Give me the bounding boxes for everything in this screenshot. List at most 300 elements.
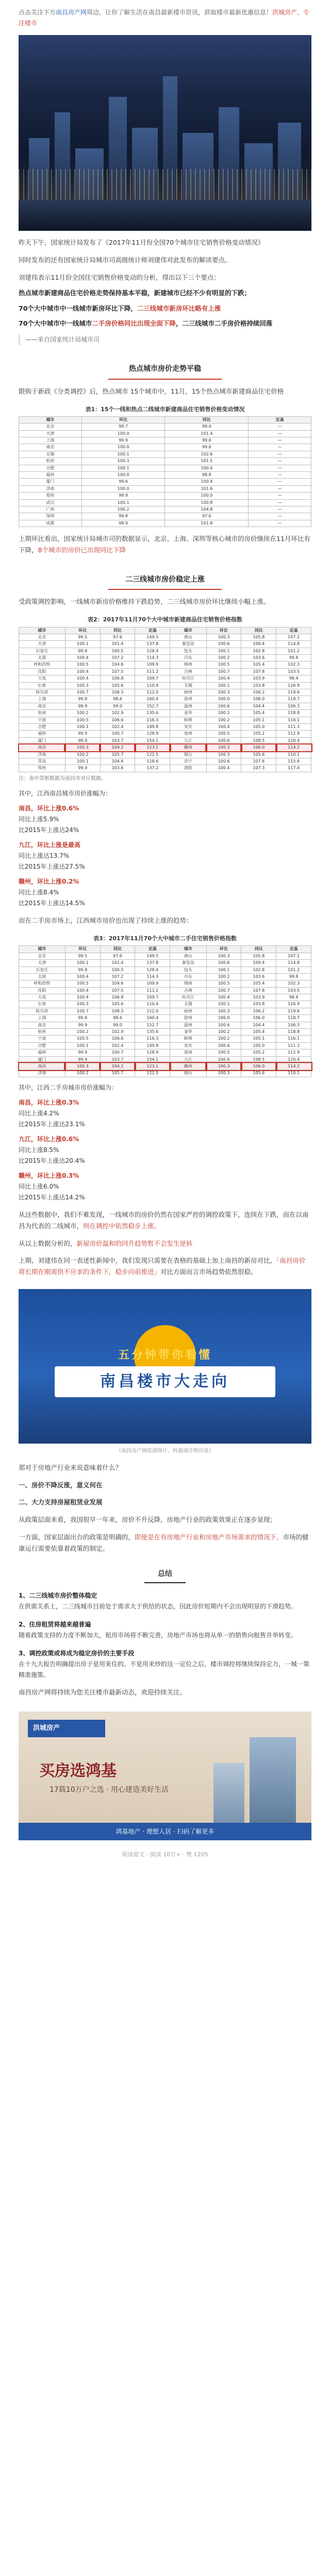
table-cell: 南京 <box>19 703 65 709</box>
table-cell: 100.4 <box>65 675 100 682</box>
table-cell: 宁波 <box>19 717 65 723</box>
table-cell: 105.4 <box>241 980 276 987</box>
table-cell: 111.3 <box>276 723 311 730</box>
table-cell: 济南 <box>19 751 65 758</box>
table-row <box>19 675 311 682</box>
table-cell: 100.7 <box>65 1008 100 1014</box>
table-row <box>19 485 311 492</box>
table-cell: 100.2 <box>206 1036 241 1042</box>
table-cell: 厦门 <box>19 479 82 485</box>
table-row <box>19 967 311 973</box>
paragraph-highlight: 即使是在有房地产行业和房地产市场需求的情况下， <box>135 1533 283 1541</box>
list-items <box>19 1097 311 1203</box>
table-cell: 99.9 <box>81 520 165 527</box>
table-cell: 110.4 <box>135 1001 170 1008</box>
table-cell: 116.1 <box>276 717 311 723</box>
table-cell: 109.9 <box>135 662 170 668</box>
table-cell: 122.5 <box>135 1070 170 1077</box>
subheading: 二、大力支持房屋租赁业发展 <box>19 1498 103 1506</box>
source-quote: ——来自国家统计局城市司 <box>19 334 311 345</box>
table-cell: 石家庄 <box>19 967 65 973</box>
table-cell: 天津 <box>19 960 65 967</box>
table-cell: 106.3 <box>276 1022 311 1028</box>
table-row <box>19 953 311 959</box>
table-cell: 106.8 <box>100 994 135 1001</box>
table-cell: 安庆 <box>170 1042 206 1049</box>
table-cell: 101.8 <box>165 520 249 527</box>
list-item-heading: 赣州，环比上涨0.3% <box>19 1172 79 1179</box>
table-cell: 137.8 <box>135 641 170 648</box>
table-cell: 北京 <box>19 423 82 430</box>
table-cell: 北京 <box>19 634 65 640</box>
table-cell: 秦皇岛 <box>170 641 206 648</box>
table-cell: 大连 <box>19 675 65 682</box>
table-cell: 114.3 <box>135 973 170 980</box>
table-cell: 100.1 <box>206 648 241 654</box>
table-cell: 100.2 <box>206 710 241 717</box>
table-cell: 118.8 <box>276 710 311 717</box>
promo-banner-image <box>19 1289 311 1444</box>
table-cell: 135.6 <box>135 710 170 717</box>
table-cell: 丹东 <box>170 973 206 980</box>
list-item: 比2015年上涨达27.5% <box>19 863 85 871</box>
table-cell: 99.9 <box>65 765 100 772</box>
table-cell: 105.1 <box>241 717 276 723</box>
table-row <box>19 668 311 675</box>
table-cell: 济南 <box>19 1070 65 1077</box>
column-header: 城市 <box>170 946 206 953</box>
table-row <box>19 506 311 513</box>
table-cell: 105.7 <box>100 751 135 758</box>
section-title-hot-cities: 热点城市房价走势平稳 <box>108 360 222 380</box>
table-cell: 100.0 <box>206 1015 241 1022</box>
column-header: 环比 <box>206 946 241 953</box>
table-cell: 104.6 <box>100 662 135 668</box>
table-cell: — <box>249 430 311 437</box>
table-cell: 99.8 <box>65 967 100 973</box>
table-row <box>19 1015 311 1022</box>
table-cell: 128.4 <box>135 967 170 973</box>
table-cell: 广州 <box>19 506 82 513</box>
paragraph-text: 一方面，国家层面出台的政策是明确的， <box>19 1533 135 1541</box>
table-row <box>19 662 311 668</box>
table-cell: 北京 <box>19 953 65 959</box>
table-body <box>19 423 311 527</box>
table-row <box>19 1029 311 1036</box>
table-cell: 101.2 <box>276 648 311 654</box>
table-row <box>19 987 311 994</box>
paragraph <box>19 533 311 556</box>
table-cell: 100.1 <box>65 1042 100 1049</box>
table-cell: 108.5 <box>241 737 276 744</box>
table-cell: 洛阳 <box>170 765 206 772</box>
intro-lead: 点击关注下方 <box>19 9 56 16</box>
table-header-row <box>19 627 311 634</box>
table-header-row <box>19 416 311 423</box>
table-cell: 104.8 <box>165 506 249 513</box>
table-cell: 哈尔滨 <box>19 689 65 696</box>
table-cell: 99.0 <box>100 703 135 709</box>
table-cell: 111.3 <box>276 1042 311 1049</box>
table-cell: 宁波 <box>19 1036 65 1042</box>
table-cell: 100.4 <box>206 723 241 730</box>
paragraph <box>19 1255 311 1278</box>
table-cell: 扬州 <box>170 1008 206 1014</box>
table-cell: 100.6 <box>206 703 241 709</box>
table-cell: 秦皇岛 <box>170 960 206 967</box>
table-cell: 无锡 <box>170 682 206 689</box>
table-cell: 唐山 <box>170 634 206 640</box>
table-cell: — <box>249 513 311 520</box>
table-cell: 104.6 <box>100 980 135 987</box>
table-cell: 100.1 <box>81 465 165 471</box>
table-cell: 102.3 <box>276 980 311 987</box>
table-cell: 100.1 <box>81 499 165 506</box>
table-cell: 100.3 <box>65 682 100 689</box>
table-row <box>19 1008 311 1014</box>
table-row <box>19 960 311 967</box>
table-cell: 徐州 <box>170 696 206 703</box>
table-row <box>19 1063 311 1070</box>
list-title: 其中，江西南昌城市房价涨幅为： <box>19 790 112 798</box>
list-item: 同比上涨6.0% <box>19 1182 59 1190</box>
table-cell: 太原 <box>19 973 65 980</box>
column-header: 定基 <box>135 946 170 953</box>
table-cell: 呼和浩特 <box>19 980 65 987</box>
table-cell: 100.1 <box>206 967 241 973</box>
summary-item-title: 1、二三线城市房价整体稳定 <box>19 1592 97 1600</box>
list-item-heading: 赣州，环比上涨0.2% <box>19 878 79 886</box>
table-cell: 120.4 <box>276 1056 311 1063</box>
table-cell: — <box>249 451 311 457</box>
table-cell: 无锡 <box>19 451 82 457</box>
table-cell: 100.2 <box>81 506 165 513</box>
paragraph: 限购于新政《分类调控》后，热点城市 15个城市中，11月，15个热点城市新建商品住宅价格 <box>19 387 284 395</box>
table-cell: 114.8 <box>276 960 311 967</box>
article-footer[interactable]: 阅读原文 · 阅读 10万+ · 赞 1205 <box>122 1851 208 1858</box>
table-cell: 太原 <box>19 655 65 662</box>
table-cell: 106.2 <box>241 1008 276 1014</box>
table-row <box>19 758 311 765</box>
paragraph: 那对于房地产行业来说意味着什么？ <box>19 1463 122 1471</box>
table-cell: 108.3 <box>100 689 135 696</box>
table-cell: 徐州 <box>170 1015 206 1022</box>
table-cell: 100.4 <box>206 765 241 772</box>
paragraph-highlight: 则在调控中依然稳步上涨。 <box>83 1222 161 1230</box>
table-cell: 上海 <box>19 696 65 703</box>
table-cell: — <box>249 506 311 513</box>
table-cell: 128.4 <box>135 648 170 654</box>
table-cell: 99.8 <box>276 973 311 980</box>
table-cell: 100.2 <box>206 973 241 980</box>
table-cell: 103.5 <box>276 668 311 675</box>
table-cell: 100.4 <box>65 987 100 994</box>
table-cell: 100.5 <box>65 980 100 987</box>
table-cell: 安庆 <box>170 723 206 730</box>
table-cell: 99.9 <box>65 1049 100 1056</box>
table-cell: 100.7 <box>100 731 135 737</box>
table-cell: — <box>249 493 311 499</box>
table-cell: 100.2 <box>206 1029 241 1036</box>
table-row <box>19 437 311 444</box>
list-item: 比2015年上涨达23.1% <box>19 1120 85 1128</box>
table-cell: 100.4 <box>65 655 100 662</box>
table-row <box>19 1049 311 1056</box>
table-cell: 100.0 <box>81 444 165 451</box>
table-cell: 105.6 <box>241 1070 276 1077</box>
column-header: 定基 <box>135 627 170 634</box>
table-cell: 101.2 <box>276 967 311 973</box>
table-cell: 114.2 <box>276 1063 311 1070</box>
table-cell: 114.2 <box>276 744 311 751</box>
table-cell: 107.8 <box>241 987 276 994</box>
table-cell: 100.3 <box>206 953 241 959</box>
table-cell: 128.9 <box>135 731 170 737</box>
table-cell: 石家庄 <box>19 648 65 654</box>
column-header: 城市 <box>170 627 206 634</box>
table-secondhand-70-cities <box>19 945 311 1077</box>
summary-item-text: 随着政策支持的力度不断加大，租房市场将不断完善，房地产市场也将从单一的销售向租售并举转变。 <box>19 1632 298 1639</box>
table-cell: 烟台 <box>170 1070 206 1077</box>
table-cell: 福州 <box>19 731 65 737</box>
table-cell: 吉林 <box>170 987 206 994</box>
table-cell: 102.8 <box>241 967 276 973</box>
table-cell: 119.6 <box>276 1008 311 1014</box>
table-cell: 117.4 <box>276 765 311 772</box>
table-cell: 100.5 <box>100 967 135 973</box>
summary-item-title: 3、调控政策或将成为稳定房价的主要手段 <box>19 1650 135 1657</box>
table-cell: 100.7 <box>65 689 100 696</box>
table-cell: 南京 <box>19 1022 65 1028</box>
table-cell: 105.2 <box>241 731 276 737</box>
table-cell: 160.4 <box>135 696 170 703</box>
table-cell: 合肥 <box>19 465 82 471</box>
table-cell: 105.7 <box>100 1070 135 1077</box>
table-cell: 100.7 <box>100 1049 135 1056</box>
table-cell: 118.7 <box>276 1015 311 1022</box>
table-cell: 郑州 <box>19 765 65 772</box>
table-cell: 99.8 <box>81 513 165 520</box>
table-cell: 112.9 <box>276 1049 311 1056</box>
table-row <box>19 744 311 751</box>
table-cell: 100.3 <box>65 1063 100 1070</box>
table-cell: 116.3 <box>135 717 170 723</box>
table-cell: 126.9 <box>276 682 311 689</box>
table-cell: 126.9 <box>276 1001 311 1008</box>
list-item: 比2015年上涨达20.4% <box>19 1157 85 1164</box>
table-cell: 105.6 <box>100 1001 135 1008</box>
table-cell: 100.1 <box>65 723 100 730</box>
table-cell: 106.2 <box>241 689 276 696</box>
table-row <box>19 479 311 485</box>
table-cell: 呼和浩特 <box>19 662 65 668</box>
paragraph: 昨天下午，国家统计局发布了《2017年11月份全国70个城市住宅销售价格变动情况》 <box>19 239 265 246</box>
table-cell: 福州 <box>19 472 82 479</box>
table-cell: 105.6 <box>100 682 135 689</box>
paragraph: 刘建伟表示11月份全国住宅销售价格变动的分析，得出以下三个要点： <box>19 273 220 281</box>
table-cell: 99.0 <box>100 1022 135 1028</box>
table-row <box>19 751 311 758</box>
table-row <box>19 737 311 744</box>
table-cell: 149.5 <box>135 953 170 959</box>
table-cell: 118.6 <box>135 758 170 765</box>
paragraph-text: 市场的健康运行需要依靠着政策的制定。 <box>19 1533 309 1552</box>
table-new-homes-70-cities <box>19 627 311 772</box>
paragraph-text: 上期环比看出，国家统计局城市司的数据显示，北京、上海、深圳等核心城市的房价继续在11月环比有下降， <box>19 535 310 554</box>
table-cell: 成都 <box>19 520 82 527</box>
list-title: 其中，江西二手房城市房价涨幅为： <box>19 1083 118 1091</box>
table-cell: 温州 <box>170 703 206 709</box>
table-note: 注：表中带框数据为南昌市对应数据。 <box>19 775 106 782</box>
image-caption: （南昌房产网原创图片，转载请注明出处） <box>116 1448 214 1454</box>
paragraph <box>19 1238 311 1249</box>
table-cell: 102.4 <box>100 723 135 730</box>
section-title-tier2-cities: 二三线城市房价稳定上涨 <box>108 570 222 590</box>
table-cell: 上海 <box>19 1015 65 1022</box>
table-cell: 100.4 <box>206 994 241 1001</box>
table-row <box>19 1036 311 1042</box>
table-cell: 赣州 <box>170 744 206 751</box>
table-row <box>19 458 311 465</box>
table-cell: 沈阳 <box>19 987 65 994</box>
table-cell: 109.9 <box>135 980 170 987</box>
table-cell: 九江 <box>170 1056 206 1063</box>
table-cell: 137.8 <box>135 960 170 967</box>
table-row <box>19 1022 311 1028</box>
table-cell: 沈阳 <box>19 668 65 675</box>
table-cell: 100.1 <box>65 758 100 765</box>
table-cell: 105.0 <box>241 1042 276 1049</box>
list-item: 同比上涨5.9% <box>19 816 59 823</box>
table-cell: 104.4 <box>241 703 276 709</box>
table-cell: 137.2 <box>135 765 170 772</box>
key-point-2 <box>19 303 311 314</box>
table-cell: 泉州 <box>170 1049 206 1056</box>
list-item: 比2015年上涨达24% <box>19 826 79 834</box>
summary-item <box>19 1590 311 1612</box>
table-cell: 100.5 <box>206 731 241 737</box>
table-row <box>19 423 311 430</box>
table-row <box>19 731 311 737</box>
table-cell: 100.4 <box>65 668 100 675</box>
key-point-3 <box>19 318 311 329</box>
table-cell: 97.6 <box>100 953 135 959</box>
table-cell: 101.4 <box>100 960 135 967</box>
table-row <box>19 703 311 709</box>
column-header: 同比 <box>100 627 135 634</box>
table-cell: 100.4 <box>165 479 249 485</box>
table-row <box>19 641 311 648</box>
table-row <box>19 717 311 723</box>
list-item: 同比上涨8.4% <box>19 889 59 896</box>
table-header-row <box>19 946 311 953</box>
table-cell: — <box>249 472 311 479</box>
list-item: 同比上涨达13.7% <box>19 852 70 860</box>
table-cell: 105.2 <box>241 1049 276 1056</box>
table-cell: 99.8 <box>276 655 311 662</box>
table-cell: 99.9 <box>65 737 100 744</box>
table-cell: 100.3 <box>206 1063 241 1070</box>
brand-link[interactable]: 南昌房产网 <box>56 9 87 16</box>
table-caption: 表1：15个一线和热点二线城市新建商品住宅销售价格变动情况 <box>85 405 245 413</box>
table-cell: 100.5 <box>100 648 135 654</box>
table-cell: 112.0 <box>135 689 170 696</box>
table-cell: 103.8 <box>241 682 276 689</box>
key-point-text: 热点城市新建商品住宅价格走势保持基本平稳，新建城市已经不少有明显的下跌； <box>19 289 251 297</box>
summary-item-text: 在十九大报告明确提出房子是用来住的、不是用来炒的这一定位之后，楼市调控将继续保持定力，一城一策精准施策。 <box>19 1660 310 1679</box>
table-cell: 100.0 <box>81 430 165 437</box>
table-cell: 天津 <box>19 430 82 437</box>
table-cell: 105.4 <box>241 1029 276 1036</box>
table-row <box>19 451 311 457</box>
table-cell: 107.2 <box>100 655 135 662</box>
table-cell: 101.5 <box>165 458 249 465</box>
table-cell: 106.8 <box>100 675 135 682</box>
table-cell: 102.3 <box>276 662 311 668</box>
table-cell: 100.2 <box>65 751 100 758</box>
table-cell: 100.3 <box>206 634 241 640</box>
table-cell: 104.2 <box>100 1063 135 1070</box>
banner-title: 五分钟带你看懂 <box>118 1349 212 1362</box>
table-cell: 120.4 <box>276 737 311 744</box>
table-cell: 100.2 <box>65 1070 100 1077</box>
table-cell: 106.0 <box>241 1015 276 1022</box>
table-cell: 99.6 <box>81 479 165 485</box>
table-cell: 100.1 <box>65 960 100 967</box>
table-cell: 149.8 <box>135 1042 170 1049</box>
table-cell: 103.8 <box>241 1001 276 1008</box>
table-cell: 99.8 <box>65 1015 100 1022</box>
table-cell: 100.4 <box>206 675 241 682</box>
paragraph: 受政策调控影响，一线城市新房价格维持下跌趋势，二三线城市房价环比继续小幅上涨。 <box>19 598 270 606</box>
paragraph: 从政策层面来看，我国很早一年来，房价不升反降，房地产行业的政策效果正在逐步显现； <box>19 1516 277 1524</box>
table-cell: 102.8 <box>241 648 276 654</box>
key-point-highlight: 二手房价格同比出现全面下降 <box>92 319 176 328</box>
column-header: 定基 <box>276 627 311 634</box>
table-cell: 100.0 <box>206 696 241 703</box>
table-cell: 108.3 <box>100 1008 135 1014</box>
key-point-text: 70个大中城市中一线城市新房环比下降， <box>19 304 137 312</box>
table-cell: 100.0 <box>81 472 165 479</box>
table-cell: 100.5 <box>65 717 100 723</box>
advertisement-banner[interactable] <box>19 1711 311 1840</box>
table-cell: 100.7 <box>206 987 241 994</box>
table-cell: 115.6 <box>276 758 311 765</box>
table-cell: 杭州 <box>19 1029 65 1036</box>
table-cell: 济南 <box>19 485 82 492</box>
table-cell: 105.0 <box>241 723 276 730</box>
table-cell: 102.9 <box>100 710 135 717</box>
table-cell: 丹东 <box>170 655 206 662</box>
table-cell: 98.4 <box>276 675 311 682</box>
table-cell: 金华 <box>170 1029 206 1036</box>
list-item-heading: 九江，环比上涨0.6% <box>19 1135 79 1143</box>
table-cell: 112.0 <box>135 1008 170 1014</box>
table-cell: 101.4 <box>100 641 135 648</box>
table-cell: 99.4 <box>165 423 249 430</box>
table-cell: 100.4 <box>206 1042 241 1049</box>
summary-item-title: 2、住房租赁将越来越普遍 <box>19 1621 91 1629</box>
paragraph-text: 从这些数据中，我们不难发现，一线城市的房价仍然在国家严控的调控政策下，连续在下跌，而在以南昌为代表的二线城市， <box>19 1210 309 1230</box>
table-cell: 99.5 <box>65 634 100 640</box>
table-cell: 99.8 <box>65 648 100 654</box>
table-cell: 100.1 <box>206 1001 241 1008</box>
table-body <box>19 953 311 1077</box>
table-cell: 149.5 <box>135 634 170 640</box>
table-cell: 100.5 <box>206 980 241 987</box>
table-cell: 104.2 <box>100 744 135 751</box>
table-cell: 蚌埠 <box>170 1036 206 1042</box>
